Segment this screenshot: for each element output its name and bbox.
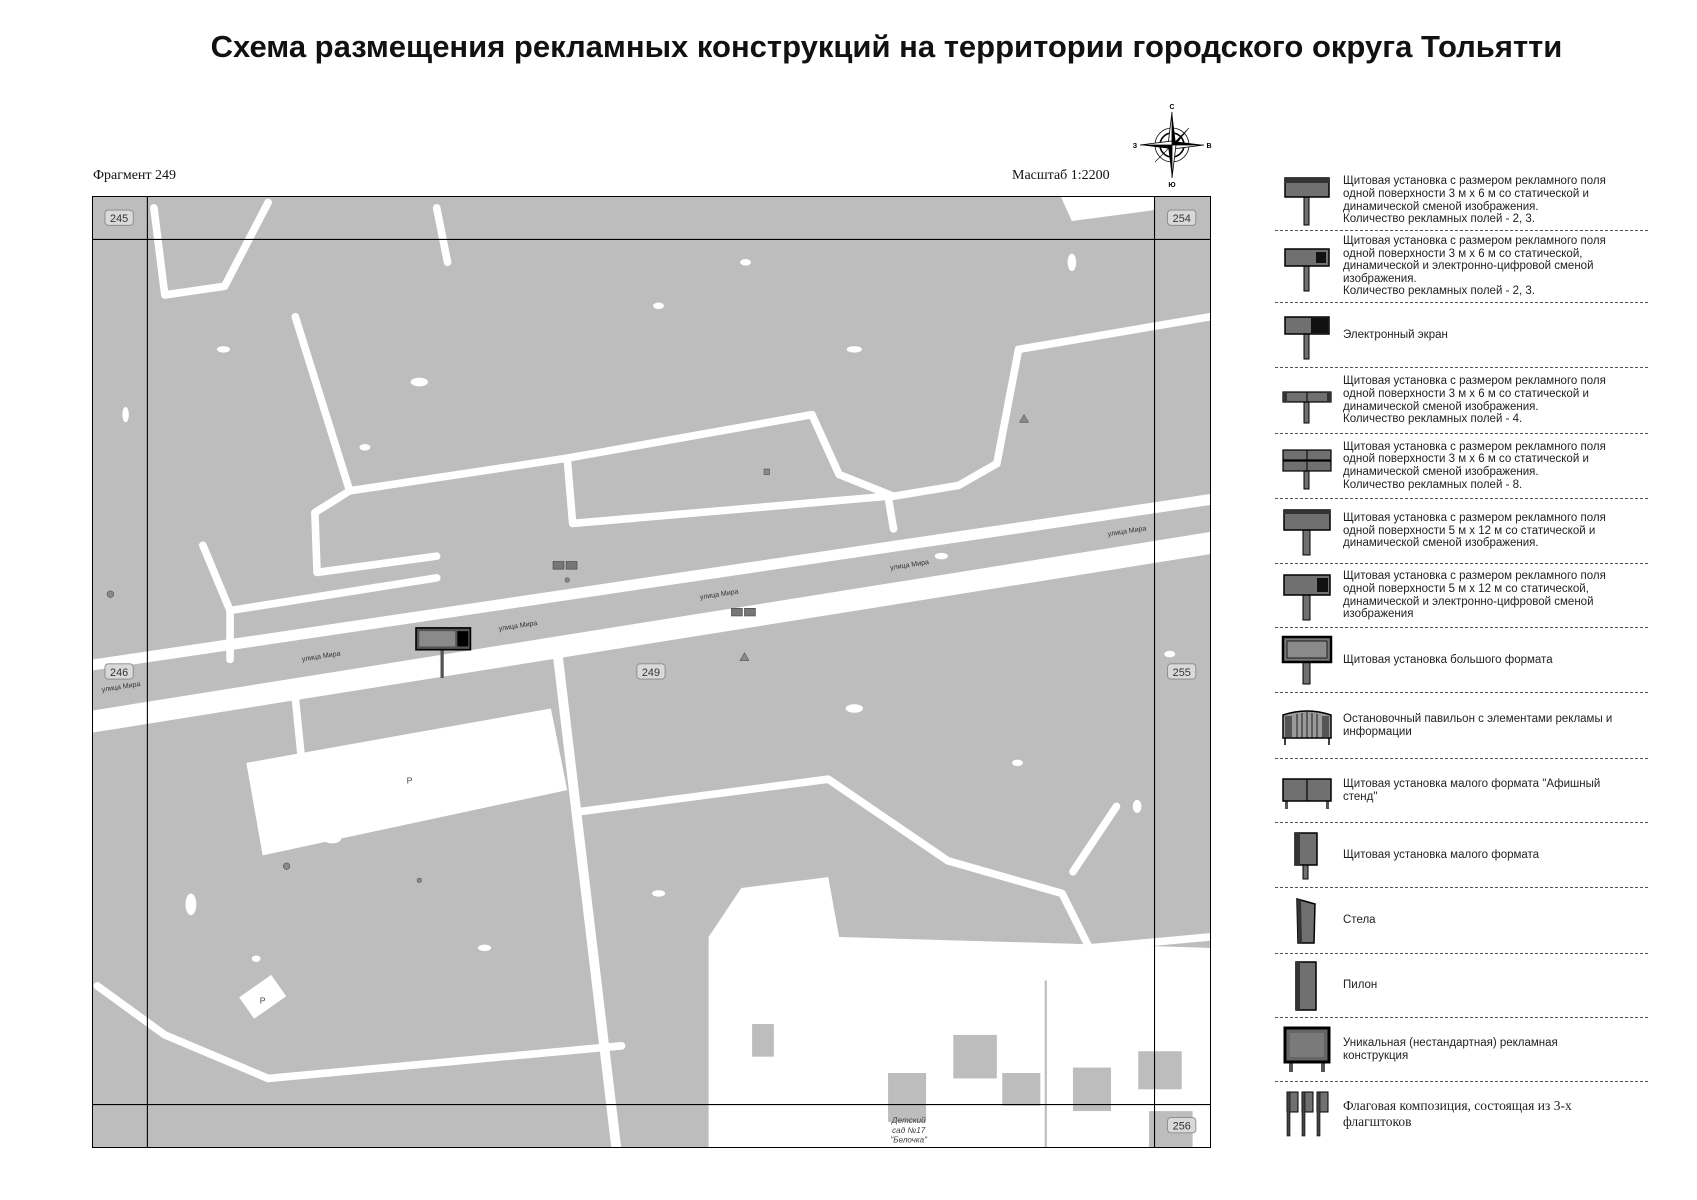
legend-item — [1275, 171, 1648, 231]
grid-label-se: 256 — [1172, 1120, 1191, 1133]
grid-label-center: 249 — [641, 666, 661, 679]
legend-item-label: Щитовая установка малого формата — [1343, 848, 1540, 861]
grid-label-e: 255 — [1172, 666, 1191, 679]
kindergarten-label-line: Детский — [891, 1116, 926, 1126]
legend-item — [1275, 759, 1648, 823]
legend-item-label: Щитовая установка малого формата "Афишный стенд" — [1343, 777, 1601, 803]
legend-item-label: Щитовая установка большого формата — [1343, 653, 1553, 666]
legend-item-label: Щитовая установка с размером рекламного поля одной поверхности 3 м х 6 м со статической и динамической сменой изображения. Количество рекламных полей - 2, 3. — [1343, 175, 1606, 226]
legend-item-label: Щитовая установка с размером рекламного поля одной поверхности 3 м х 6 м со статической, динамической и электронно-цифровой сменой изображения. Количество рекламных полей - 2, 3. — [1343, 235, 1606, 298]
legend-item — [1275, 303, 1648, 368]
poi-marker-icon — [764, 469, 769, 474]
billboard-3x6-icon — [1281, 175, 1333, 227]
compass-south-label: Ю — [1168, 182, 1176, 188]
poi-marker-icon — [283, 863, 290, 870]
compass-west-label: З — [1132, 143, 1138, 150]
legend-item-label: Электронный экран — [1343, 328, 1448, 341]
poi-marker-icon — [107, 591, 114, 598]
legend-item-label: Щитовая установка с размером рекламного поля одной поверхности 5 м х 12 м со статической и динамической сменой изображения. — [1343, 512, 1606, 550]
street-label: улица Мира — [101, 680, 141, 694]
stela-icon — [1281, 895, 1333, 947]
grid-label-w: 246 — [110, 666, 129, 679]
parking-label: Р — [406, 775, 413, 786]
legend-item-label: Пилон — [1343, 979, 1378, 992]
street-label: улица Мира — [498, 620, 538, 633]
map-canvas — [93, 197, 1210, 1147]
legend-item — [1275, 231, 1648, 303]
compass-east-label: В — [1206, 143, 1212, 150]
bus-stop-pavilion-icon — [1281, 700, 1333, 752]
legend-item — [1275, 564, 1648, 628]
electronic-screen-icon — [1281, 309, 1333, 361]
small-format-billboard-icon — [1281, 829, 1333, 881]
street-label: улица Мира — [699, 588, 740, 602]
legend-item-label: Щитовая установка с размером рекламного поля одной поверхности 5 м х 12 м со статической, динамической и электронно-цифровой сменой изображения — [1343, 570, 1606, 621]
legend-item-label: Щитовая установка с размером рекламного поля одной поверхности 3 м х 6 м со статической и динамической сменой изображения. Количество рекламных полей - 4. — [1343, 375, 1606, 426]
legend-item — [1275, 1018, 1648, 1082]
legend-item — [1275, 823, 1648, 888]
legend-item-label: Стела — [1343, 914, 1376, 927]
legend-item-label: Остановочный павильон с элементами рекламы и информации — [1343, 712, 1613, 738]
legend-item-label: Щитовая установка с размером рекламного поля одной поверхности 3 м х 6 м со статической и динамической сменой изображения. Количество рекламных полей - 8. — [1343, 440, 1606, 491]
compass-rose-icon — [1132, 102, 1212, 188]
poi-marker-icon — [565, 578, 569, 582]
legend-item — [1275, 368, 1648, 434]
legend-item — [1275, 434, 1648, 499]
street-label: улица Мира — [1107, 525, 1147, 539]
grid-label-nw: 245 — [110, 213, 129, 226]
unique-construction-icon — [1281, 1024, 1333, 1076]
legend-item-label: Флаговая композиция, состоящая из 3-х флагштоков — [1343, 1097, 1572, 1129]
fragment-label: Фрагмент 249 — [93, 168, 177, 183]
compass-north-label: С — [1169, 104, 1175, 111]
large-format-billboard-icon — [1281, 634, 1333, 686]
billboard-5x12-icon — [1281, 505, 1333, 557]
street-label: улица Мира — [889, 559, 930, 572]
legend-item — [1275, 888, 1648, 954]
legend-item-label: Уникальная (нестандартная) рекламная конструкция — [1343, 1036, 1558, 1062]
kindergarten-label — [890, 1116, 928, 1145]
legend-item — [1275, 1082, 1648, 1145]
map-fragment — [92, 196, 1211, 1148]
billboard-5x12-digital-icon — [1281, 570, 1333, 622]
kindergarten-label-line: "Белочка" — [890, 1135, 928, 1145]
billboard-3x6-8-fields-icon — [1281, 440, 1333, 492]
parking-label: Р — [259, 995, 266, 1006]
flag-composition-icon — [1281, 1088, 1333, 1140]
poster-stand-icon — [1281, 765, 1333, 817]
billboard-3x6-digital-icon — [1281, 241, 1333, 293]
legend-item — [1275, 954, 1648, 1018]
legend-item — [1275, 628, 1648, 693]
poi-marker-icon — [417, 878, 421, 882]
page-title: Схема размещения рекламных конструкций на территории городского округа Тольятти — [210, 29, 1563, 64]
kindergarten-label-line: сад №17 — [892, 1125, 926, 1135]
scale-label: Масштаб 1:2200 — [1012, 168, 1110, 183]
street-label: улица Мира — [301, 650, 342, 664]
grid-label-ne: 254 — [1172, 213, 1191, 226]
legend-item — [1275, 499, 1648, 564]
legend-item — [1275, 693, 1648, 759]
pylon-icon — [1281, 960, 1333, 1012]
billboard-3x6-4-fields-icon — [1281, 375, 1333, 427]
legend — [1275, 171, 1648, 1145]
